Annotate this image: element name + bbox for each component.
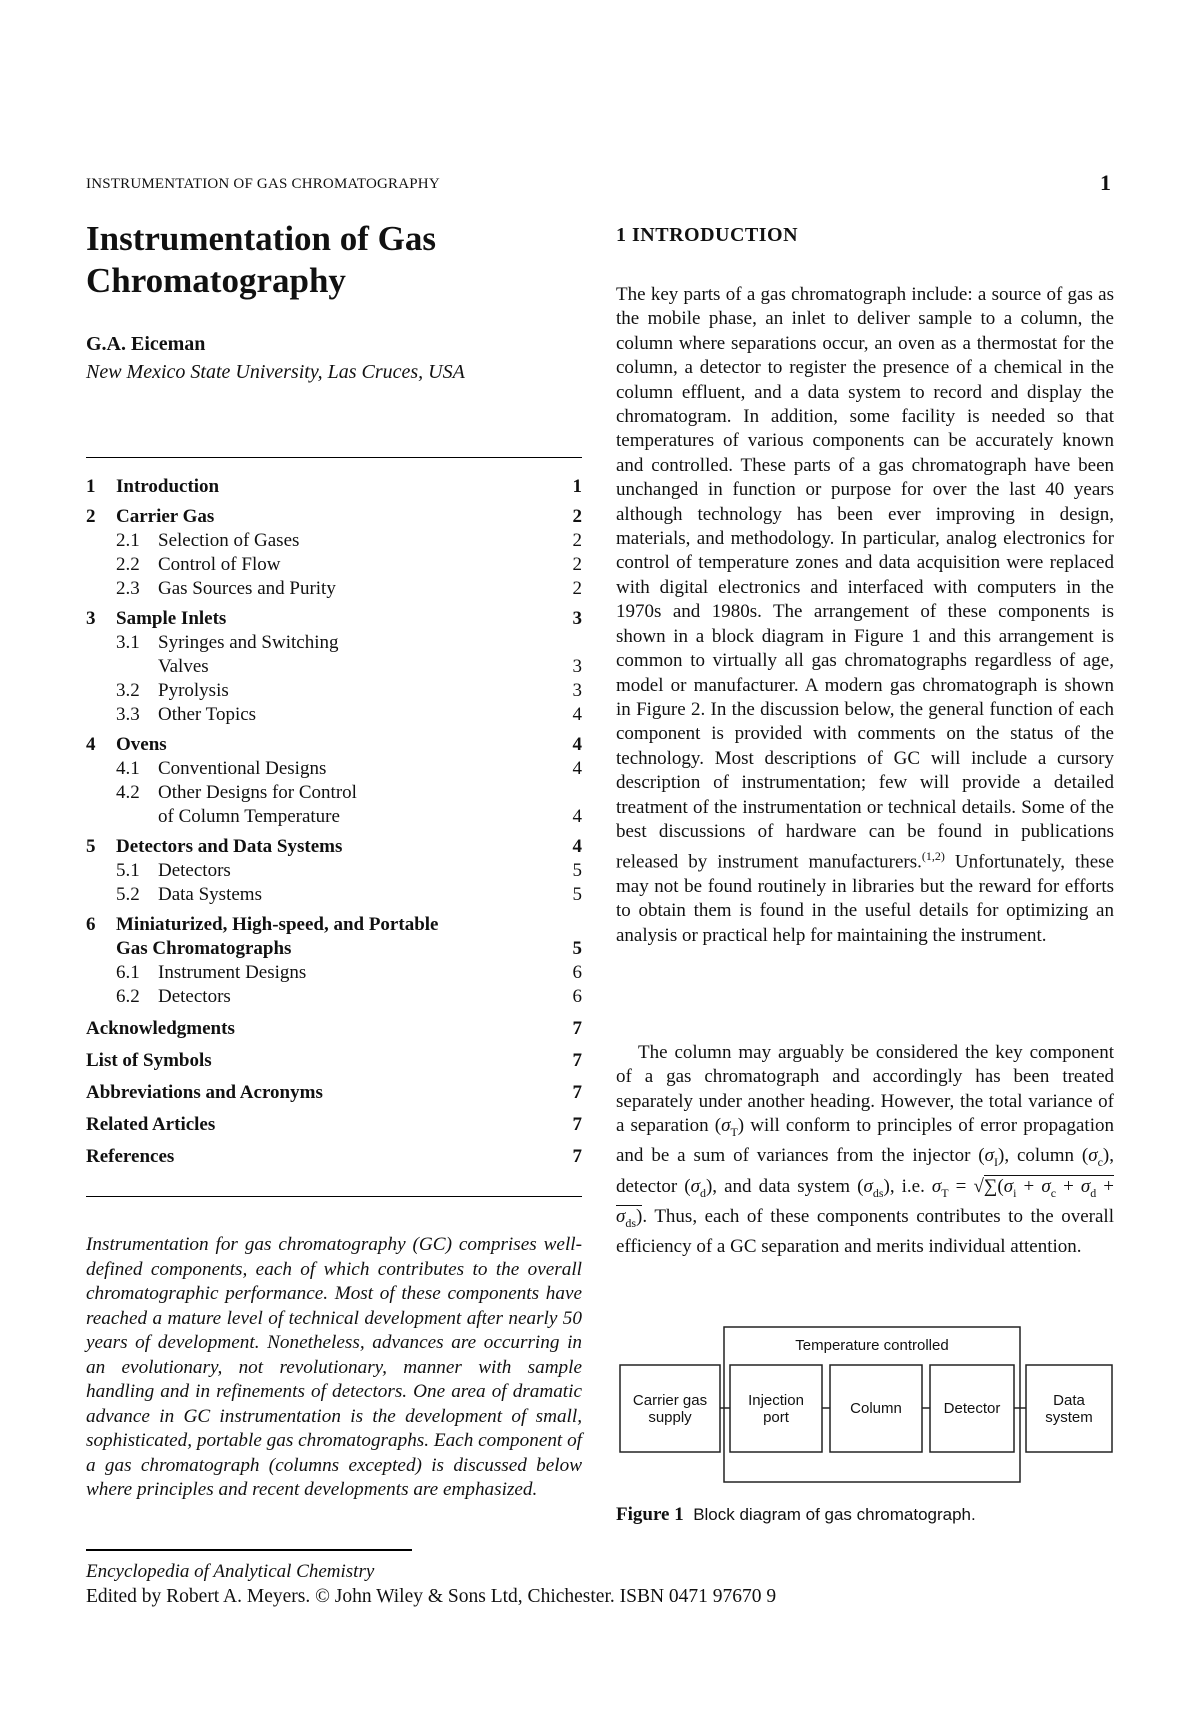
toc-subentry[interactable]: 6.1 Instrument Designs 6 bbox=[116, 962, 582, 983]
page-number: 1 bbox=[1100, 170, 1111, 195]
encyclopedia-name: Encyclopedia of Analytical Chemistry bbox=[86, 1561, 375, 1582]
section-heading: 1 INTRODUCTION bbox=[616, 224, 799, 246]
toc-subentry[interactable]: 3.3 Other Topics 4 bbox=[116, 704, 582, 725]
article-title: Instrumentation of Gas Chromatography bbox=[86, 219, 437, 300]
svg-text:Injection: Injection bbox=[748, 1392, 804, 1409]
footer-rule bbox=[86, 1549, 412, 1551]
intro-paragraph-1 bbox=[616, 283, 1114, 948]
affiliation: New Mexico State University, Las Cruces, USA bbox=[86, 361, 465, 383]
toc-subentry[interactable]: 2.3 Gas Sources and Purity 2 bbox=[116, 578, 582, 599]
svg-text:Carrier gas: Carrier gas bbox=[632, 1392, 708, 1409]
toc-entry[interactable]: 5 Detectors and Data Systems 4 bbox=[86, 836, 582, 857]
toc-subentry[interactable]: 4.1 Conventional Designs 4 bbox=[116, 758, 582, 779]
figure-caption-text: Block diagram of gas chromatograph. bbox=[693, 1505, 976, 1524]
paragraph-text: The key parts of a gas chromatograph include: a source of gas as the mobile phase, an inlet to deliver sample to a column, the column where separations occur, an oven as a thermostat for the column, a detector to register the presence of a chemical in the column effluent, and a data system to record and display the chromatogram. In addition, some facility is needed so that temperatures of various components can be accurately known and controlled. These parts of a gas chromatograph have been unchanged in function or purpose for over the last 40 years although technology has been ever improving in design, materials, and methodology. In particular, analog electronics for control of temperature zones and data acquisition were replaced with digital electronics and interfaced with computers in the 1970s and 1980s. The arrangement of these components is shown in a block diagram in Figure 1 and this arrangement is common to virtually all gas chromatographs regardless of age, model or manufacturer. A modern gas chromatograph is shown in Figure 2. In the discussion below, the general function of each component is provided with comments on the status of the technology. Most descriptions of GC will include a cursory description of instrumentation; few will provide a detailed treatment of the instrumentation or technical details. Some of the best discussions of hardware can be found in publications released by instrument manufacturers. bbox=[616, 284, 1114, 873]
svg-text:Data: Data bbox=[1053, 1392, 1085, 1409]
svg-text:Detector: Detector bbox=[943, 1400, 1001, 1417]
svg-text:system: system bbox=[1045, 1409, 1093, 1426]
toc-subentry[interactable]: 6.2 Detectors 6 bbox=[116, 986, 582, 1007]
toc-entry[interactable]: 1 Introduction 1 bbox=[86, 476, 582, 497]
toc-entry[interactable]: 4 Ovens 4 bbox=[86, 734, 582, 755]
svg-text:port: port bbox=[763, 1409, 789, 1426]
toc-entry[interactable]: References 7 bbox=[86, 1146, 582, 1167]
figure-label: Figure 1 bbox=[616, 1504, 684, 1525]
table-of-contents bbox=[86, 475, 582, 1169]
citation[interactable]: (1,2) bbox=[921, 849, 945, 864]
toc-entry[interactable]: 6 Miniaturized, High-speed, and Portable bbox=[86, 914, 439, 935]
toc-subentry-continued[interactable]: Valves 3 bbox=[158, 656, 582, 677]
toc-subentry[interactable]: 4.2 Other Designs for Control bbox=[116, 782, 357, 803]
running-title: INSTRUMENTATION OF GAS CHROMATOGRAPHY bbox=[86, 176, 440, 192]
toc-entry[interactable]: List of Symbols 7 bbox=[86, 1050, 582, 1071]
toc-subentry[interactable]: 5.2 Data Systems 5 bbox=[116, 884, 582, 905]
abstract: Instrumentation for gas chromatography (GC) comprises well-defined components, each of which contributes to the overall chromatographic performance. Most of these components have reached a mature level of technical development after nearly 50 years of development. Nonetheless, advances are occurring in an evolutionary, not revolutionary, manner with sample handling and in refinements of detectors. One area of dramatic advance in GC instrumentation is the development of small, sophisticated, portable gas chromatographs. Each component of a gas chromatograph (columns excepted) is discussed below where principles and recent developments are emphasized. bbox=[86, 1234, 582, 1500]
divider bbox=[86, 457, 582, 458]
toc-entry[interactable]: Acknowledgments 7 bbox=[86, 1018, 582, 1039]
copyright-line: Edited by Robert A. Meyers. © John Wiley & Sons Ltd, Chichester. ISBN 0471 97670 9 bbox=[86, 1586, 777, 1607]
author: G.A. Eiceman bbox=[86, 333, 206, 355]
toc-subentry[interactable]: 3.1 Syringes and Switching bbox=[116, 632, 339, 653]
toc-subentry[interactable]: 5.1 Detectors 5 bbox=[116, 860, 582, 881]
toc-entry[interactable]: Related Articles 7 bbox=[86, 1114, 582, 1135]
figure-caption bbox=[616, 1504, 976, 1526]
toc-entry[interactable]: Abbreviations and Acronyms 7 bbox=[86, 1082, 582, 1103]
svg-text:supply: supply bbox=[648, 1409, 692, 1426]
toc-entry[interactable]: 2 Carrier Gas 2 bbox=[86, 506, 582, 527]
toc-entry-continued[interactable]: Gas Chromatographs 5 bbox=[116, 938, 582, 959]
svg-text:Column: Column bbox=[850, 1400, 902, 1417]
toc-subentry[interactable]: 2.1 Selection of Gases 2 bbox=[116, 530, 582, 551]
divider bbox=[86, 1196, 582, 1197]
block-diagram bbox=[614, 1326, 1120, 1486]
toc-entry[interactable]: 3 Sample Inlets 3 bbox=[86, 608, 582, 629]
toc-subentry[interactable]: 2.2 Control of Flow 2 bbox=[116, 554, 582, 575]
toc-subentry-continued[interactable]: of Column Temperature 4 bbox=[158, 806, 582, 827]
temperature-label: Temperature controlled bbox=[795, 1337, 949, 1354]
paragraph-text: Unfortunately, these may not be found routinely in libraries but the reward for efforts to obtain them is found in the useful details for optimizing an analysis or practical help for maintaining the instrument. bbox=[616, 851, 1114, 946]
variance-equation: $\sigma_T = √\sum(\sigma_i + \sigma_c + \sigma_d + \sigma_{ds})$ bbox=[616, 1175, 1115, 1230]
toc-subentry[interactable]: 3.2 Pyrolysis 3 bbox=[116, 680, 582, 701]
intro-paragraph-2: The column may arguably be considered the key component of a gas chromatograph and accordingly has been treated separately under another heading. However, the total variance of a separation $(\sigma_T)$ will conform to principles of error propagation and be a sum of variances from the injector $(\sigma_I)$, column $(\sigma_c)$, detector $(\sigma_d)$, and data system $(\sigma_{ds})$, i.e. $\sigma_T = √\sum(\sigma_i + \sigma_c + \sigma_d + \sigma_{ds})$. Thus, each of these components contributes to the overall efficiency of a GC separation and merits individual attention. bbox=[616, 1042, 1115, 1258]
